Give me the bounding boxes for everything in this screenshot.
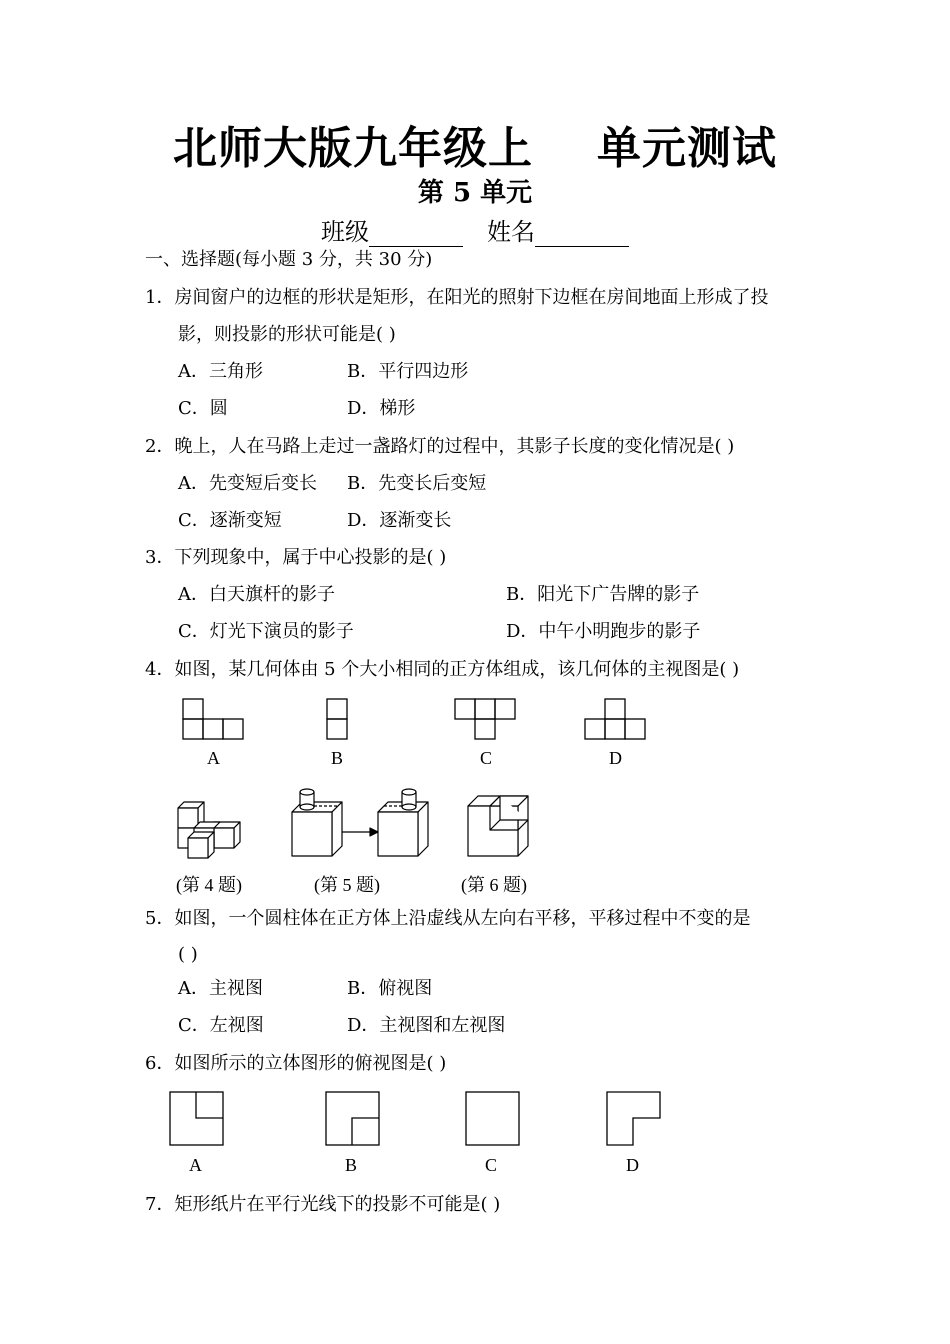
q1-option-d: D．梯形: [347, 398, 416, 419]
q1-option-b: B．平行四边形: [347, 361, 469, 382]
q6-figure-a: [169, 1091, 225, 1147]
q6-label-a: A: [189, 1155, 202, 1175]
section-heading: 一、选择题(每小题 3 分，共 30 分): [145, 249, 433, 270]
q6-label-c: C: [485, 1155, 498, 1175]
q6-label-b: B: [345, 1155, 358, 1175]
q1-option-c: C．圆: [178, 398, 228, 419]
q7-line1: 7．矩形纸片在平行光线下的投影不可能是( ): [145, 1194, 501, 1215]
q4-cubes-figure: [174, 798, 250, 860]
q2-option-c: C．逐渐变短: [178, 510, 282, 531]
q4-label-d: D: [609, 748, 622, 768]
q2-option-d: D．逐渐变长: [347, 510, 452, 531]
title-right: 单元测试: [597, 123, 777, 174]
q4-label-c: C: [480, 748, 493, 768]
q6-figure-b: [325, 1091, 381, 1147]
class-label: 班级: [321, 218, 369, 246]
q6-figure-d: [606, 1091, 662, 1147]
q5-option-c: C．左视图: [178, 1015, 264, 1036]
caption-q6: (第 6 题): [461, 875, 527, 895]
caption-q4: (第 4 题): [176, 875, 242, 895]
q6-line1: 6．如图所示的立体图形的俯视图是( ): [145, 1053, 447, 1074]
q2-option-b: B．先变长后变短: [347, 473, 487, 494]
q4-label-a: A: [207, 748, 220, 768]
q6-notched-cube-figure: [466, 794, 532, 860]
q5-option-b: B．俯视图: [347, 978, 433, 999]
q4-figure-d: [584, 698, 648, 742]
q3-option-b: B．阳光下广告牌的影子: [506, 584, 700, 605]
q5-option-d: D．主视图和左视图: [347, 1015, 506, 1036]
q3-option-d: D．中午小明跑步的影子: [506, 621, 701, 642]
q4-figure-b: [326, 698, 350, 742]
name-label: 姓名: [487, 218, 535, 246]
title-left: 北师大版九年级上: [173, 123, 533, 174]
q1-line1: 1．房间窗户的边框的形状是矩形，在阳光的照射下边框在房间地面上形成了投: [145, 287, 769, 308]
q2-option-a: A．先变短后变长: [178, 473, 317, 494]
q5-cylinder-figure: [288, 784, 436, 860]
name-row: [0, 212, 950, 247]
name-blank: [535, 220, 629, 247]
q3-option-a: A．白天旗杆的影子: [178, 584, 335, 605]
class-blank: [369, 220, 463, 247]
q2-line1: 2．晚上，人在马路上走过一盏路灯的过程中，其影子长度的变化情况是( ): [145, 436, 735, 457]
q3-line1: 3．下列现象中，属于中心投影的是( ): [145, 547, 447, 568]
q3-option-c: C．灯光下演员的影子: [178, 621, 354, 642]
unit-title: 第 5 单元: [417, 178, 533, 208]
q4-figure-c: [454, 698, 518, 742]
q6-figure-c: [465, 1091, 521, 1147]
q1-line2: 影，则投影的形状可能是( ): [178, 324, 396, 345]
page-title: [0, 112, 950, 176]
q4-label-b: B: [331, 748, 344, 768]
q5-line2: ( ): [178, 944, 198, 965]
q6-label-d: D: [626, 1155, 639, 1175]
q1-option-a: A．三角形: [178, 361, 263, 382]
q5-option-a: A．主视图: [178, 978, 263, 999]
q5-line1: 5．如图，一个圆柱体在正方体上沿虚线从左向右平移，平移过程中不变的是: [145, 908, 751, 929]
caption-q5: (第 5 题): [314, 875, 380, 895]
q4-line1: 4．如图，某几何体由 5 个大小相同的正方体组成，该几何体的主视图是( ): [145, 659, 740, 680]
q4-figure-a: [182, 698, 246, 742]
